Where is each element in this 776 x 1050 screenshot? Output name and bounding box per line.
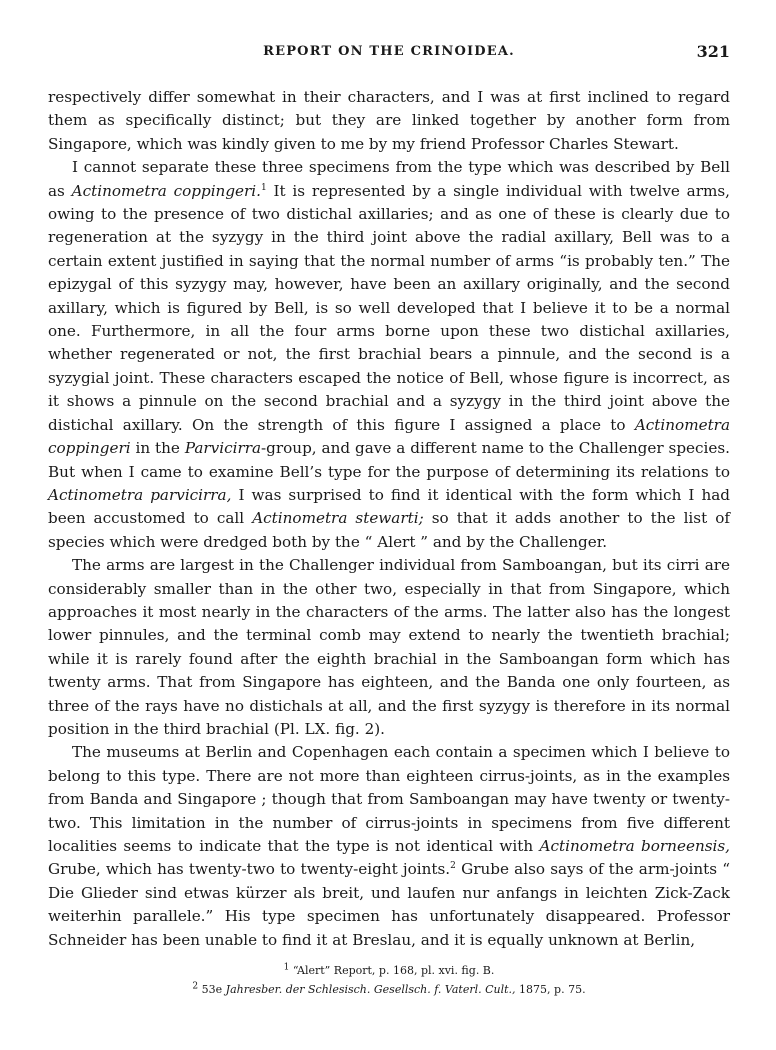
species-name: Actinometra coppingeri [48,415,730,458]
text-run: in the [130,439,185,458]
species-name: Actinometra stewarti; [252,509,424,528]
paragraph-2 [48,156,730,554]
text-run: -group, and gave a different name to the Challenger species. But when I came to examine Bell’s type for the purpose of determining its relations to [48,439,731,481]
group-name: Parvicirra [184,439,262,458]
footnote-1 [48,963,730,979]
footnote-2 [48,982,730,998]
footnote-mark: 2 [192,981,199,992]
text-run: Grube also says of the arm-joints “ Die Glieder sind etwas kürzer als breit, und laufen nur anfangs in leichten Zick-Zack weiterhin parallele.” His type specimen has unfortunately disappeared. Professor Schneider has been unable to find it at Breslau, and it is equally unknown at Berlin, [48,860,730,949]
footnote-text: “Alert” Report, p. 168, pl. xvi. fig. B. [289,964,495,977]
footnote-ref-1: 1 [260,182,267,193]
running-title: REPORT ON THE CRINOIDEA. [263,44,515,59]
running-header [48,44,730,66]
text-run: so that it adds another to the list of species which were dredged both by the “ Alert ” and by the Challenger. [48,509,730,551]
text-run: I was surprised to find it identical with the form which I had been accustomed to call [48,485,731,528]
footnote-mark: 1 [283,962,290,973]
footnote-ref-2: 2 [450,861,456,872]
page-number: 321 [696,42,730,61]
text-run: I cannot separate these three specimens from the type which was described by Bell as [48,158,730,200]
footnote-journal: Jahresber. der Schlesisch. Gesellsch. f. Vaterl. Cult., [225,983,516,996]
footnote-text: 53e [198,983,226,996]
species-name: Actinometra borneensis, [539,837,730,855]
footnote-text: 1875, p. 75. [515,983,586,996]
species-name: Actinometra coppingeri. [71,181,261,200]
paragraph-3: The arms are largest in the Challenger individual from Samboangan, but its cirri are considerably smaller than in the other two, especially in that from Singapore, which approaches it most nearly in the characters of the arms. The latter also has the longest lower pinnules, and the terminal comb may extend to nearly the twentieth brachial; while it is rarely found after the eighth brachial in the Samboangan form which has twenty arms. That from Singapore has eighteen, and the Banda one only fourteen, as three of the rays have no distichals at all, and the first syzygy is therefore in its normal position in the third brachial (Pl. LX. fig. 2). [48,556,730,738]
text-run: It is represented by a single individual with twelve arms, owing to the presence of two distichal axillaries; and as one of these is clearly due to regeneration at the syzygy in the third joint above the radial axillary, Bell was to a certain extent justified in saying that the normal number of arms “is probably ten.” The epizygal of this syzygy may, however, have been an axillary originally, and the second axillary, which is figured by Bell, is so well developed that I believe it to be a normal one. Furthermore, in all the four arms borne upon these two distichal axillaries, whether regenerated or not, the first brachial bears a pinnule, and the second is a syzygial joint. These characters escaped the notice of Bell, whose figure is incorrect, as it shows a pinnule on the second brachial and a syzygy in the third joint above the distichal axillary. On the strength of this figure I assigned a place to [48,181,730,434]
species-name: Actinometra parvicirra, [48,485,232,504]
body-text [48,86,730,952]
text-run: Grube, which has twenty-two to twenty-eight joints. [48,860,451,879]
text-run: The museums at Berlin and Copenhagen each contain a specimen which I believe to belong to this type. There are not more than eighteen cirrus-joints, as in the examples from Banda and Singapore ; though that from Samboangan may have twenty or twenty-two. This limitation in the number of cirrus-joints in specimens from five different localities seems to indicate that the type is not identical with [48,743,730,855]
paragraph-4 [48,741,730,952]
paragraph-1: respectively differ somewhat in their characters, and I was at first inclined to regard them as specifically distinct; but they are linked together by another form from Singapore, which was kindly given to me by my friend Professor Charles Stewart. [48,88,730,153]
